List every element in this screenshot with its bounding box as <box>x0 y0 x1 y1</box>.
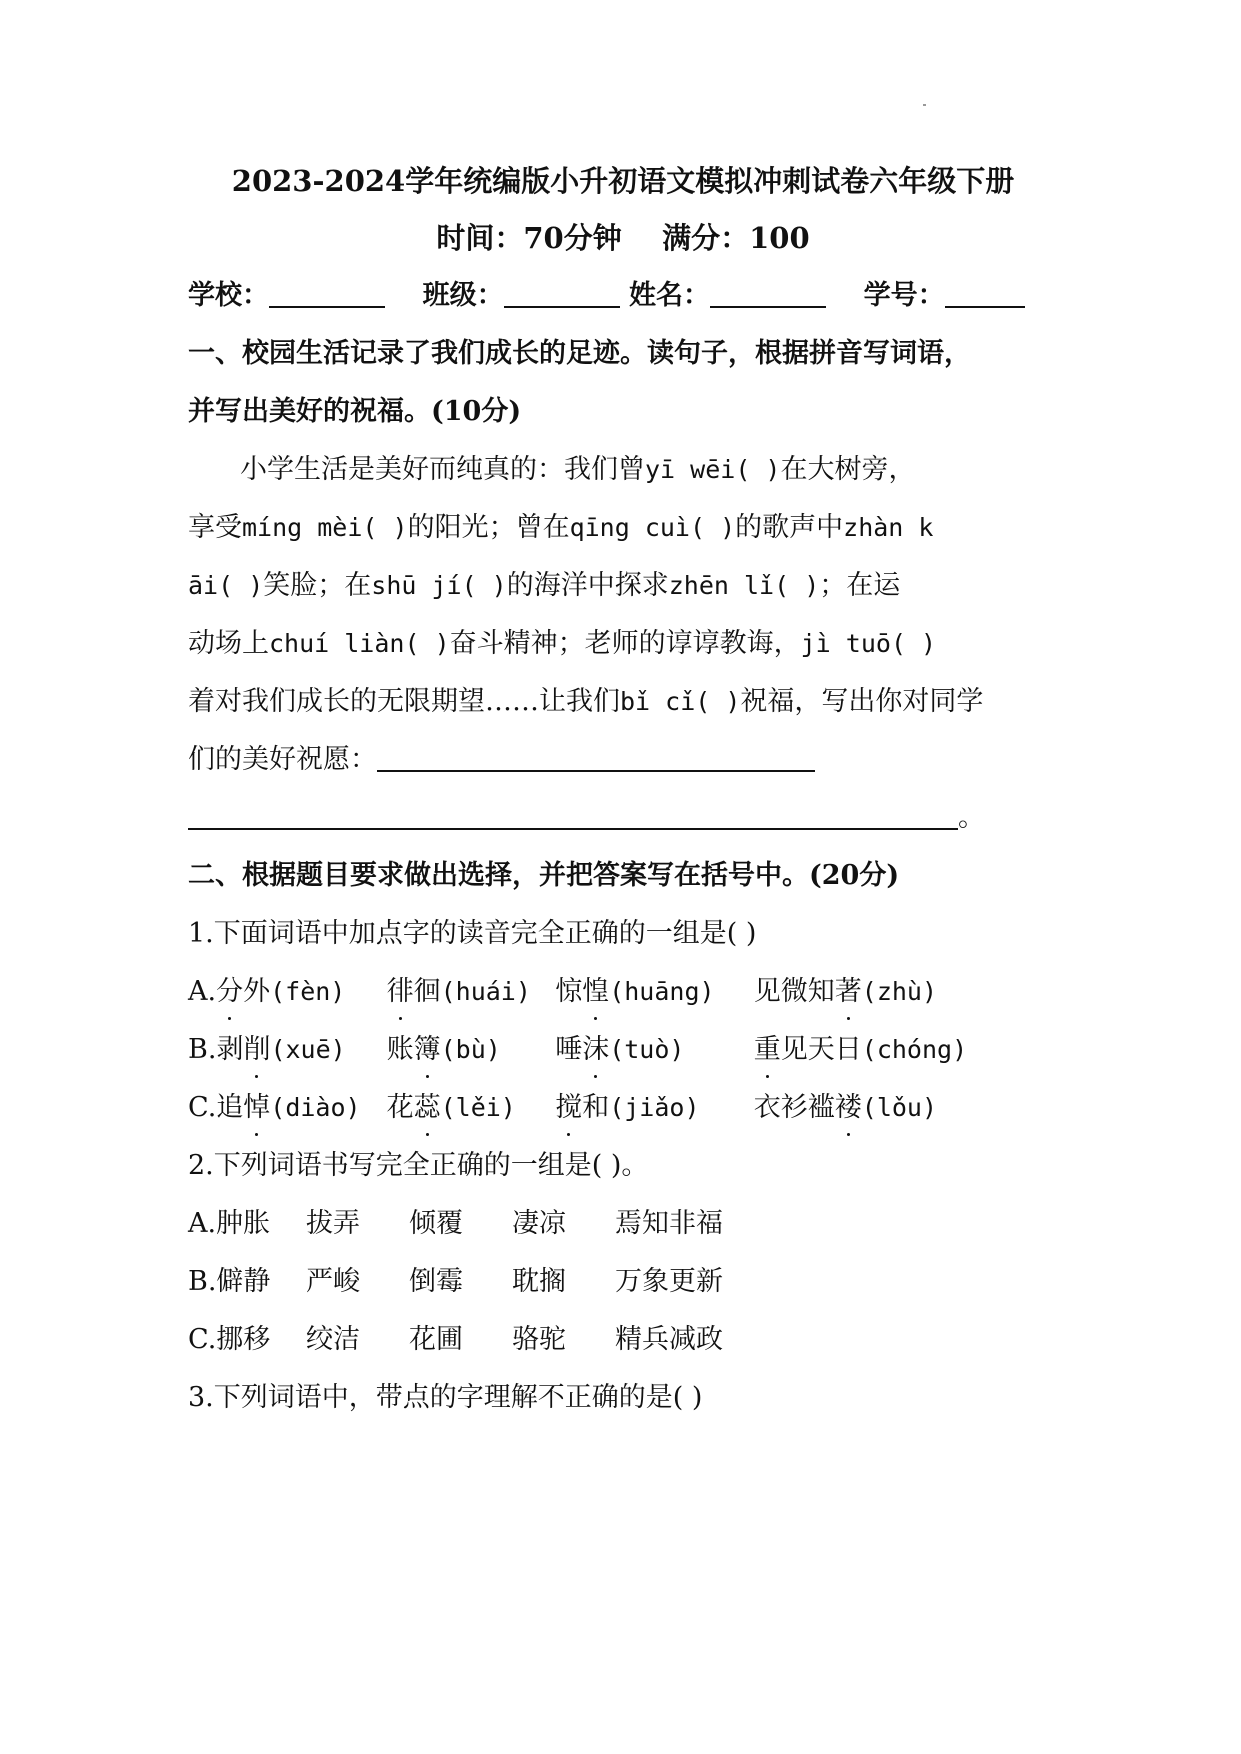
class-field[interactable] <box>504 278 620 308</box>
scan-speck <box>923 104 926 106</box>
time-info: 时间：70分钟 <box>436 221 622 255</box>
section1-heading-line1: 一、校园生活记录了我们成长的足迹。读句子，根据拼音写词语， <box>188 338 971 369</box>
section1-heading-line2: 并写出美好的祝福。(10分) <box>188 396 522 427</box>
question-2: 2.下列词语书写完全正确的一组是( )。 <box>188 1150 649 1181</box>
passage-line-5: 着对我们成长的无限期望……让我们bǐ cǐ( )祝福，写出你对同学 <box>188 686 984 717</box>
class-label: 班级： <box>422 280 504 311</box>
answer-paren[interactable]: ( ) <box>695 687 741 716</box>
question-3: 3.下列词语中，带点的字理解不正确的是( ) <box>188 1382 703 1413</box>
q2-option-a: A.肿胀 拔弄 倾覆 凄凉 焉知非福 <box>188 1208 723 1239</box>
number-label: 学号： <box>863 280 945 311</box>
q2-option-b: B.僻静 严峻 倒霉 耽搁 万象更新 <box>188 1266 723 1297</box>
passage-line-3: āi( )笑脸；在shū jí( )的海洋中探求zhēn lǐ( )；在运 <box>188 570 901 601</box>
wish-field-2[interactable] <box>188 800 958 830</box>
exam-title: 2023-2024学年统编版小升初语文模拟冲刺试卷六年级下册 <box>231 164 1015 198</box>
name-label: 姓名： <box>629 280 711 311</box>
school-label: 学校： <box>188 280 269 311</box>
exam-meta <box>188 218 1058 258</box>
wish-field-1[interactable] <box>377 742 815 772</box>
q1-option-b: B.剥削(xuē) 账簿(bù) 唾沫(tuò) 重见天日(chóng) <box>188 1030 967 1070</box>
school-field[interactable] <box>269 278 385 308</box>
passage-line-6: 们的美好祝愿： <box>188 740 815 780</box>
q1-option-a: A.分外(fèn) 徘徊(huái) 惊惶(huāng) 见微知著(zhù) <box>188 972 937 1012</box>
answer-paren[interactable]: ( ) <box>735 455 781 484</box>
q2-option-c: C.挪移 绞洁 花圃 骆驼 精兵减政 <box>188 1324 723 1355</box>
answer-paren[interactable]: ( ) <box>690 513 736 542</box>
q1-option-c: C.追悼(diào) 花蕊(lěi) 搅和(jiǎo) 衣衫褴褛(lǒu) <box>188 1088 937 1128</box>
passage-line-1: 小学生活是美好而纯真的：我们曾yī wēi( )在大树旁， <box>240 454 916 485</box>
score-info: 满分：100 <box>662 221 810 255</box>
answer-paren[interactable]: ( ) <box>890 629 937 658</box>
name-field[interactable] <box>710 278 826 308</box>
passage-line-7: 。 <box>188 798 985 838</box>
passage-line-4: 动场上chuí liàn( )奋斗精神；老师的谆谆教诲，jì tuō( ) <box>188 628 937 659</box>
answer-paren[interactable]: ( ) <box>218 571 264 600</box>
section2-heading: 二、根据题目要求做出选择，并把答案写在括号中。(20分) <box>188 860 900 891</box>
passage-line-2: 享受míng mèi( )的阳光；曾在qīng cuì( )的歌声中zhàn k <box>188 512 934 543</box>
answer-paren[interactable]: ( ) <box>404 629 450 658</box>
answer-paren[interactable]: ( ) <box>461 571 507 600</box>
student-info-row <box>188 276 1025 316</box>
answer-paren[interactable]: ( ) <box>362 513 408 542</box>
answer-paren[interactable]: ( ) <box>774 571 820 600</box>
number-field[interactable] <box>945 278 1025 308</box>
question-1: 1.下面词语中加点字的读音完全正确的一组是( ) <box>188 918 757 949</box>
